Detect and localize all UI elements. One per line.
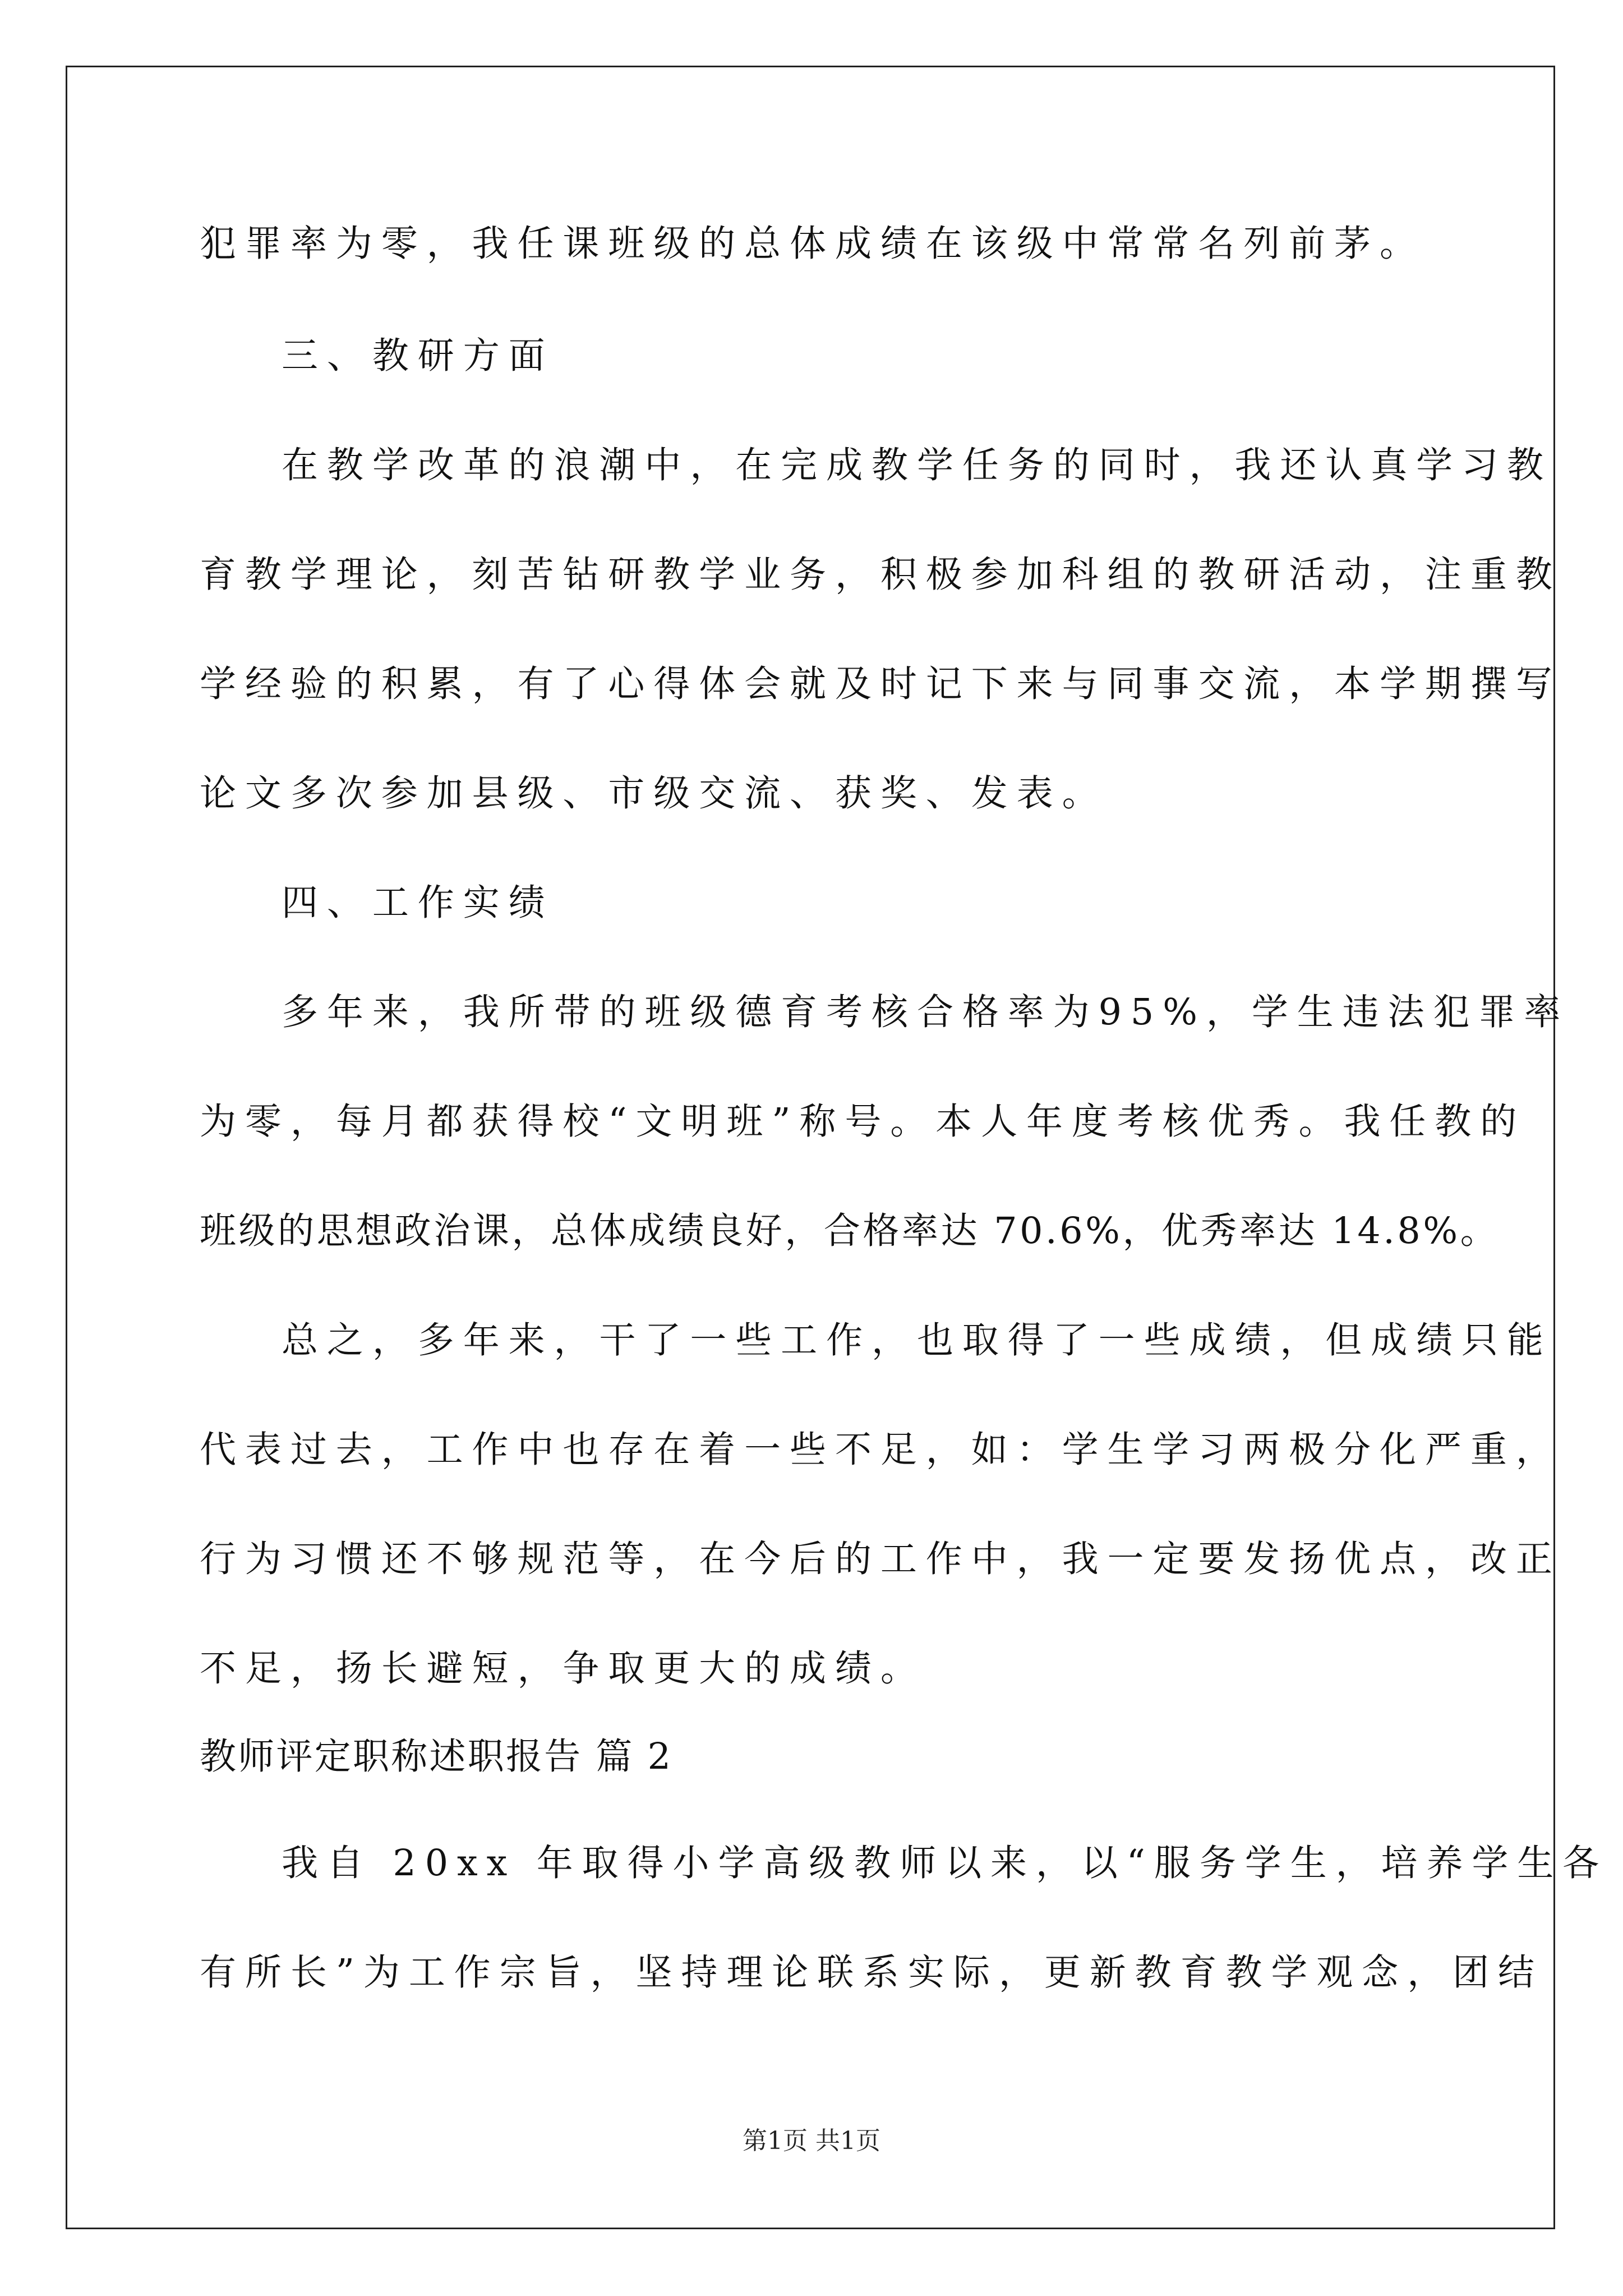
paragraph-line: 有所长”为工作宗旨，坚持理论联系实际，更新教育教学观念，团结 bbox=[200, 1952, 1543, 1994]
paragraph-line: 论文多次参加县级、市级交流、获奖、发表。 bbox=[200, 772, 1108, 815]
paragraph-line: 在教学改革的浪潮中，在完成教学任务的同时，我还认真学习教 bbox=[282, 444, 1552, 486]
paragraph-line: 学经验的积累，有了心得体会就及时记下来与同事交流，本学期撰写 bbox=[200, 663, 1561, 705]
section-heading-achievements: 四、工作实绩 bbox=[282, 882, 554, 924]
section-heading-research: 三、教研方面 bbox=[282, 335, 554, 377]
paragraph-line: 不足，扬长避短，争取更大的成绩。 bbox=[200, 1648, 926, 1690]
page-footer: 第1页 共1页 bbox=[743, 2127, 880, 2155]
article-title: 教师评定职称述职报告 篇 2 bbox=[200, 1736, 673, 1778]
paragraph-line: 行为习惯还不够规范等，在今后的工作中，我一定要发扬优点，改正 bbox=[200, 1538, 1561, 1580]
page-border bbox=[66, 66, 1555, 2229]
paragraph-line: 犯罪率为零，我任课班级的总体成绩在该级中常常名列前茅。 bbox=[200, 223, 1425, 265]
paragraph-line: 代表过去，工作中也存在着一些不足，如：学生学习两极分化严重， bbox=[200, 1429, 1561, 1471]
paragraph-line: 班级的思想政治课，总体成绩良好，合格率达 70.6%，优秀率达 14.8%。 bbox=[200, 1210, 1500, 1252]
paragraph-line: 多年来，我所带的班级德育考核合格率为95%，学生违法犯罪率 bbox=[282, 991, 1570, 1033]
paragraph-line: 育教学理论，刻苦钻研教学业务，积极参加科组的教研活动，注重教 bbox=[200, 554, 1561, 596]
paragraph-line: 为零，每月都获得校“文明班”称号。本人年度考核优秀。我任教的 bbox=[200, 1101, 1526, 1143]
paragraph-line: 我自 20xx 年取得小学高级教师以来，以“服务学生，培养学生各 bbox=[282, 1842, 1608, 1884]
paragraph-line: 总之，多年来，干了一些工作，也取得了一些成绩，但成绩只能 bbox=[282, 1319, 1552, 1361]
